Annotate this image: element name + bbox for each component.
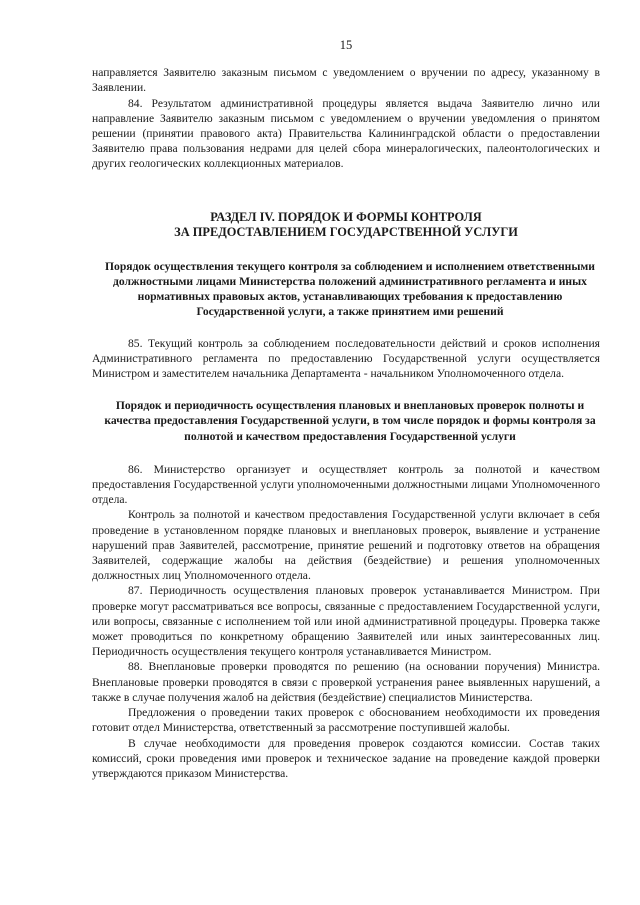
subheading-current-control: Порядок осуществления текущего контроля за соблюдением и исполнением ответственными должностными лицами Министерства положений административного регламента и иных нормативных правовых актов, устанавливающих требования к предоставлению Государственной услуги, а также принятием ими решений bbox=[105, 259, 595, 319]
document-page bbox=[92, 38, 600, 781]
paragraph-86-continued: Контроль за полнотой и качеством предоставления Государственной услуги включает в себя проведение в установленном порядке плановых и внеплановых проверок, выявление и устранение нарушений прав Заявителей, рассмотрение, принятие решений и подготовку ответов на обращения Заявителей, содержащие жалобы на действия (бездействие) и решения уполномоченных должностных лиц Уполномоченного отдела. bbox=[92, 508, 600, 583]
paragraph-86: 86. Министерство организует и осуществляет контроль за полнотой и качеством предоставления Государственной услуги уполномоченными должностными лицами Уполномоченного отдела. bbox=[92, 462, 600, 507]
paragraph-continuation: направляется Заявителю заказным письмом с уведомлением о вручении по адресу, указанному в Заявлении. bbox=[92, 66, 600, 95]
page-number: 15 bbox=[339, 38, 353, 52]
paragraph-88-proposals: Предложения о проведении таких проверок с обоснованием необходимости их проведения готовит отдел Министерства, ответственный за рассмотрение поступившей жалобы. bbox=[92, 706, 600, 735]
paragraph-87: 87. Периодичность осуществления плановых проверок устанавливается Министром. При проверке могут рассматриваться все вопросы, связанные с предоставлением Государственной услуги, или вопросы, связанные с исполнением той или иной административной процедуры. Проверка также может проводиться по конкретному обращению Заявителей или иных заинтересованных лиц. Периодичность осуществления текущего контроля устанавливается Министром. bbox=[92, 584, 600, 659]
section-title bbox=[92, 210, 600, 241]
section-title-line-2: ЗА ПРЕДОСТАВЛЕНИЕМ ГОСУДАРСТВЕННОЙ УСЛУГИ bbox=[174, 225, 518, 240]
section-title-line-1: РАЗДЕЛ IV. ПОРЯДОК И ФОРМЫ КОНТРОЛЯ bbox=[210, 209, 482, 224]
paragraph-88-commissions: В случае необходимости для проведения проверок создаются комиссии. Состав таких комиссий, сроки проведения ими проверок и техническое задание на проведение каждой проверки утверждаются приказом Министерства. bbox=[92, 736, 600, 780]
paragraph-85: 85. Текущий контроль за соблюдением последовательности действий и сроков исполнения Административного регламента по предоставлению Государственной услуги осуществляется Министром и заместителем начальника Департамента - начальником Уполномоченного отдела. bbox=[92, 336, 600, 381]
paragraph-88: 88. Внеплановые проверки проводятся по решению (на основании поручения) Министра. Внеплановые проверки проводятся в связи с проверкой устранения ранее выявленных нарушений, а также в случае получения жалоб на действия (бездействие) специалистов Министерства. bbox=[92, 660, 600, 704]
paragraph-84: 84. Результатом административной процедуры является выдача Заявителю лично или направление Заявителю заказным письмом с уведомлением о вручении уведомления о принятом решении (принятии правового акта) Правительства Калининградской области о предоставлении Заявителю права пользования недрами для целей сбора минералогических, палеонтологических и других геологических коллекционных материалов. bbox=[92, 96, 600, 171]
subheading-inspections: Порядок и периодичность осуществления плановых и внеплановых проверок полноты и качества предоставления Государственной услуги, в том числе порядок и формы контроля за полнотой и качеством предоставления Государственной услуги bbox=[104, 399, 596, 443]
